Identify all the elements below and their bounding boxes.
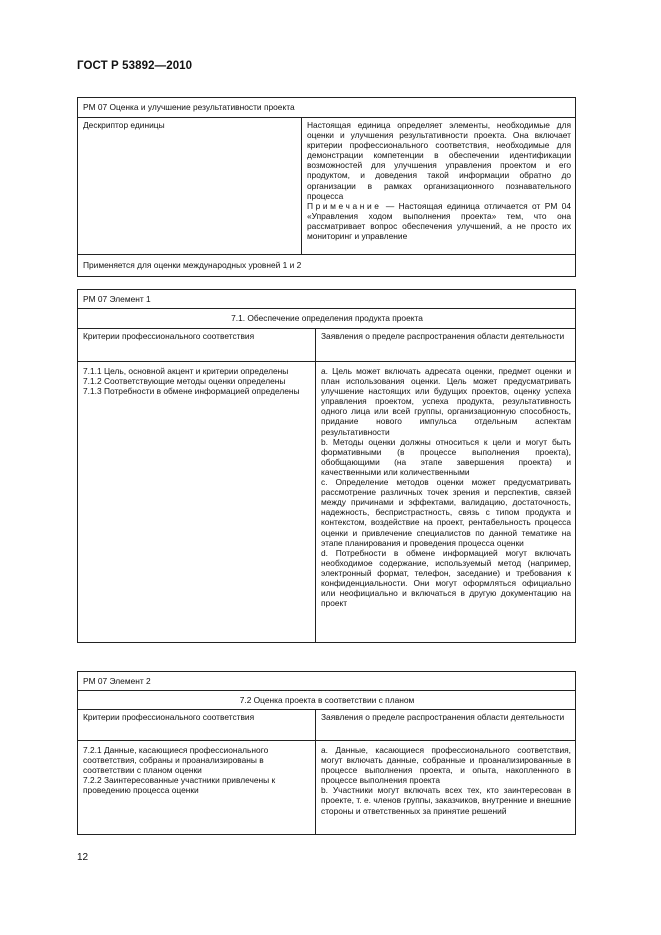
unit-descriptor-table <box>77 97 576 277</box>
note-text: — Настоящая единица отличается от PM 04 «Управления ходом выполнения проекта» тем, что она рассматривает вопрос обеспечения улучшений, а не просто их мониторинг и управление <box>307 200 572 242</box>
document-header: ГОСТ Р 53892—2010 <box>77 60 193 72</box>
element-1-heading: PM 07 Элемент 1 <box>78 290 576 309</box>
criterion-item: 7.1.1 Цель, основной акцент и критерии определены <box>83 366 289 376</box>
criterion-item: 7.2.2 Заинтересованные участники привлечены к проведению процесса оценки <box>83 775 276 796</box>
statements-cell <box>316 741 576 835</box>
element-2-table <box>77 671 576 835</box>
statement-item: a. Цель может включать адресата оценки, предмет оценки и план использования оценки. Цель может предусматривать улучшение настоящих или будущих проектов, оценку успеха управления проектом, успеха продукта, результативность одного лица или всей группы, организационную способность, придание нового импульса отдельным аспектам результативности <box>321 366 571 437</box>
statement-item: a. Данные, касающиеся профессионального соответствия, могут включать данные, собранные и проанализированные в процессе выполнения проекта, и опыта, накопленного в процессе выполнения проекта <box>321 745 571 786</box>
col1-header: Критерии профессионального соответствия <box>78 329 316 362</box>
criterion-item: 7.2.1 Данные, касающиеся профессионального соответствия, собраны и проанализированы в соответствии с планом оценки <box>83 745 269 776</box>
col2-header: Заявления о пределе распространения области деятельности <box>316 710 576 741</box>
criterion-item: 7.1.2 Соответствующие методы оценки определены <box>83 376 286 387</box>
element-2-subheading: 7.2 Оценка проекта в соответствии с планом <box>78 691 576 710</box>
element-2-heading: PM 07 Элемент 2 <box>78 672 576 691</box>
statement-item: b. Методы оценки должны относиться к цели и могут быть формативными (в процессе выполнения проекта), обобщающими (на этапе завершения проекта) и качественными или количественными <box>321 436 571 477</box>
statement-item: c. Определение методов оценки может предусматривать рассмотрение различных точек зрения и перспектив, связей между причинами и эффектами, валидацию, достаточность, надежность, беспристрастность, связь с типом продукта и контекстом, воздействие на проект, рентабельность процесса оценки и привлечение специалистов по данной тематике на этапе планирования и проведения процесса оценки <box>321 477 571 548</box>
descriptor-text: Настоящая единица определяет элементы, необходимые для оценки и улучшения результативности проекта. Она включает критерии профессионального соответствия, необходимые для демонстрации компетенции в обеспечении идентификации возможностей для улучшения управления проектом и его продуктом, и доведения такой информации обратно до организации в рамках организационного познавательного процесса <box>307 120 572 201</box>
statement-item: d. Потребности в обмене информацией могут включать необходимое содержание, используемый метод (например, электронный формат, телефон, заседание) и требования к конфиденциальности. Они могут оформляться официально или неофициально и включаться в другую документацию на проект <box>321 547 571 609</box>
unit-heading: PM 07 Оценка и улучшение результативности проекта <box>78 98 576 118</box>
col2-header: Заявления о пределе распространения области деятельности <box>316 329 576 362</box>
descriptor-label: Дескриптор единицы <box>78 118 302 255</box>
criteria-cell <box>78 741 316 835</box>
applies-note: Применяется для оценки международных уровней 1 и 2 <box>78 255 576 277</box>
statements-cell <box>316 362 576 643</box>
statement-item: b. Участники могут включать всех тех, кто заинтересован в проекте, т. е. членов группы, заказчиков, внутренние и внешние стороны и ответственных за принятие решений <box>321 785 571 816</box>
element-1-subheading: 7.1. Обеспечение определения продукта проекта <box>78 309 576 329</box>
criterion-item: 7.1.3 Потребности в обмене информацией определены <box>83 386 300 397</box>
criteria-cell <box>78 362 316 643</box>
page-number: 12 <box>77 852 89 863</box>
descriptor-cell <box>302 118 576 255</box>
element-1-table <box>77 289 576 643</box>
descriptor-note <box>307 201 571 241</box>
note-label: Примечание <box>307 200 382 211</box>
col1-header: Критерии профессионального соответствия <box>78 710 316 741</box>
